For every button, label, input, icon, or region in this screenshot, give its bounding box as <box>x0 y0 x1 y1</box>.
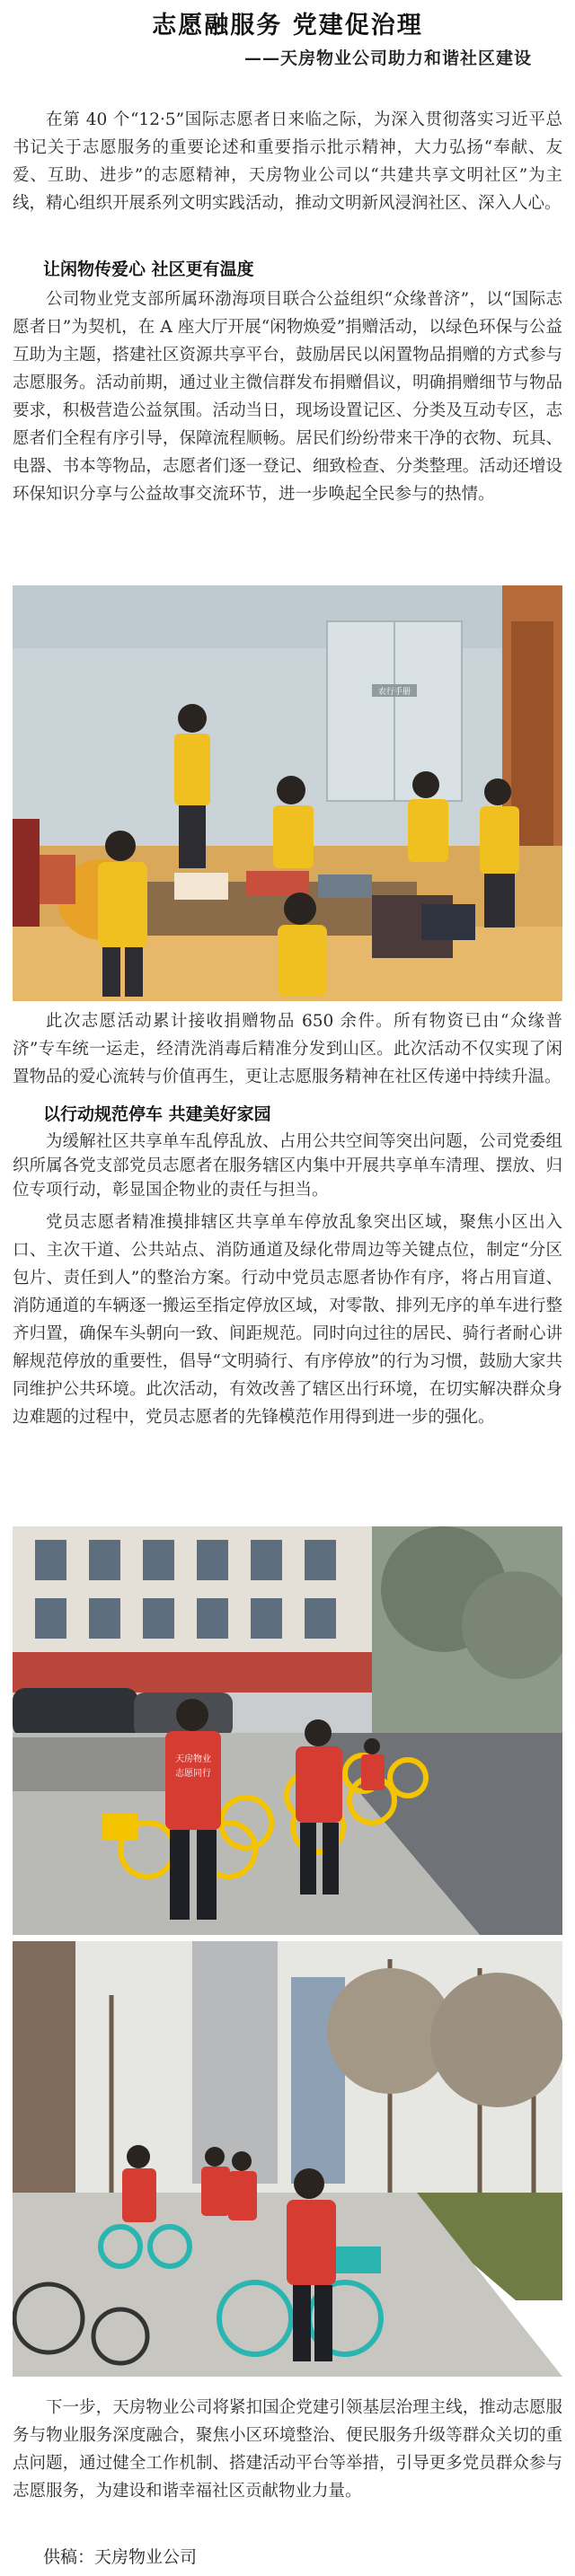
paragraph-bikes-action: 党员志愿者精准摸排辖区共享单车停放乱象突出区域，聚焦小区出入口、主次干道、公共站点、消防通道及绿化带周边等关键点位，制定“分区包片、责任到人”的整治方案。行动中党员志愿者协作有序，将占用盲道、消防通道的车辆逐一搬运至指定停放区域，对零散、排列无序的单车进行整齐归置，确保车头朝向一致、间距规范。同时向过往的居民、骑行者耐心讲解规范停放的重要性，倡导“文明骑行、有序停放”的行为习惯，鼓励大家共同维护公共环境。此次活动，有效改善了辖区出行环境，在切实解决群众身边难题的过程中，党员志愿者的先锋模范作用得到进一步的强化。 <box>13 1213 562 1427</box>
article-subtitle: ——天房物业公司助力和谐社区建设 <box>243 48 532 68</box>
photo-donation-sorting <box>13 585 562 1001</box>
section-heading-donation: 让闲物传爱心 社区更有温度 <box>43 259 254 279</box>
article-title: 志愿融服务 党建促治理 <box>152 12 423 40</box>
photo-bike-arrangement-teal <box>13 1941 562 2377</box>
paragraph-intro: 在第 40 个“12·5”国际志愿者日来临之际，为深入贯彻落实习近平总书记关于志愿服务的重要论述和重要指示批示精神，大力弘扬“奉献、友爱、互助、进步”的志愿精神，天房物业公司以“共建共享文明社区”为主线，精心组织开展系列文明实践活动，推动文明新风浸润社区、深入人心。 <box>13 110 562 213</box>
paragraph-bikes-intro: 为缓解社区共享单车乱停乱放、占用公共空间等突出问题，公司党委组织所属各党支部党员志愿者在服务辖区内集中开展共享单车清理、摆放、归位专项行动，彰显国企物业的责任与担当。 <box>13 1132 562 1200</box>
article-provider: 供稿：天房物业公司 <box>43 2547 198 2567</box>
svg-text:天房物业: 天房物业 <box>175 1754 211 1764</box>
paragraph-donation: 公司物业党支部所属环渤海项目联合公益组织“众缘普济”，以“国际志愿者日”为契机，在 A 座大厅开展“闲物焕爱”捐赠活动，以绿色环保与公益互助为主题，搭建社区资源共享平台，鼓励居民以闲置物品捐赠的方式参与志愿服务。活动前期，通过业主微信群发布捐赠倡议，明确捐赠细节与物品要求，积极营造公益氛围。活动当日，现场设置记区、分类及互动专区，志愿者们全程有序引导，保障流程顺畅。居民们纷纷带来干净的衣物、玩具、电器、书本等物品，志愿者们逐一登记、细致检查、分类整理。活动还增设环保知识分享与公益故事交流环节，进一步唤起全民参与的热情。 <box>13 290 562 504</box>
photo-bike-arrangement-yellow <box>13 1526 562 1935</box>
section-heading-bikes: 以行动规范停车 共建美好家园 <box>43 1104 271 1124</box>
svg-text:志愿同行: 志愿同行 <box>175 1769 211 1779</box>
paragraph-next-steps: 下一步，天房物业公司将紧扣国企党建引领基层治理主线，推动志愿服务与物业服务深度融合，聚焦小区环境整治、便民服务升级等群众关切的重点问题，通过健全工作机制、搭建活动平台等举措，引导更多党员群众参与志愿服务，为建设和谐幸福社区贡献物业力量。 <box>13 2398 562 2501</box>
svg-text:农行手册: 农行手册 <box>377 688 411 697</box>
paragraph-donation-result: 此次志愿活动累计接收捐赠物品 650 余件。所有物资已由“众缘普济”专车统一运走，经清洗消毒后精准分发到山区。此次活动不仅实现了闲置物品的爱心流转与价值再生，更让志愿服务精神在社区传递中持续升温。 <box>13 1012 562 1086</box>
